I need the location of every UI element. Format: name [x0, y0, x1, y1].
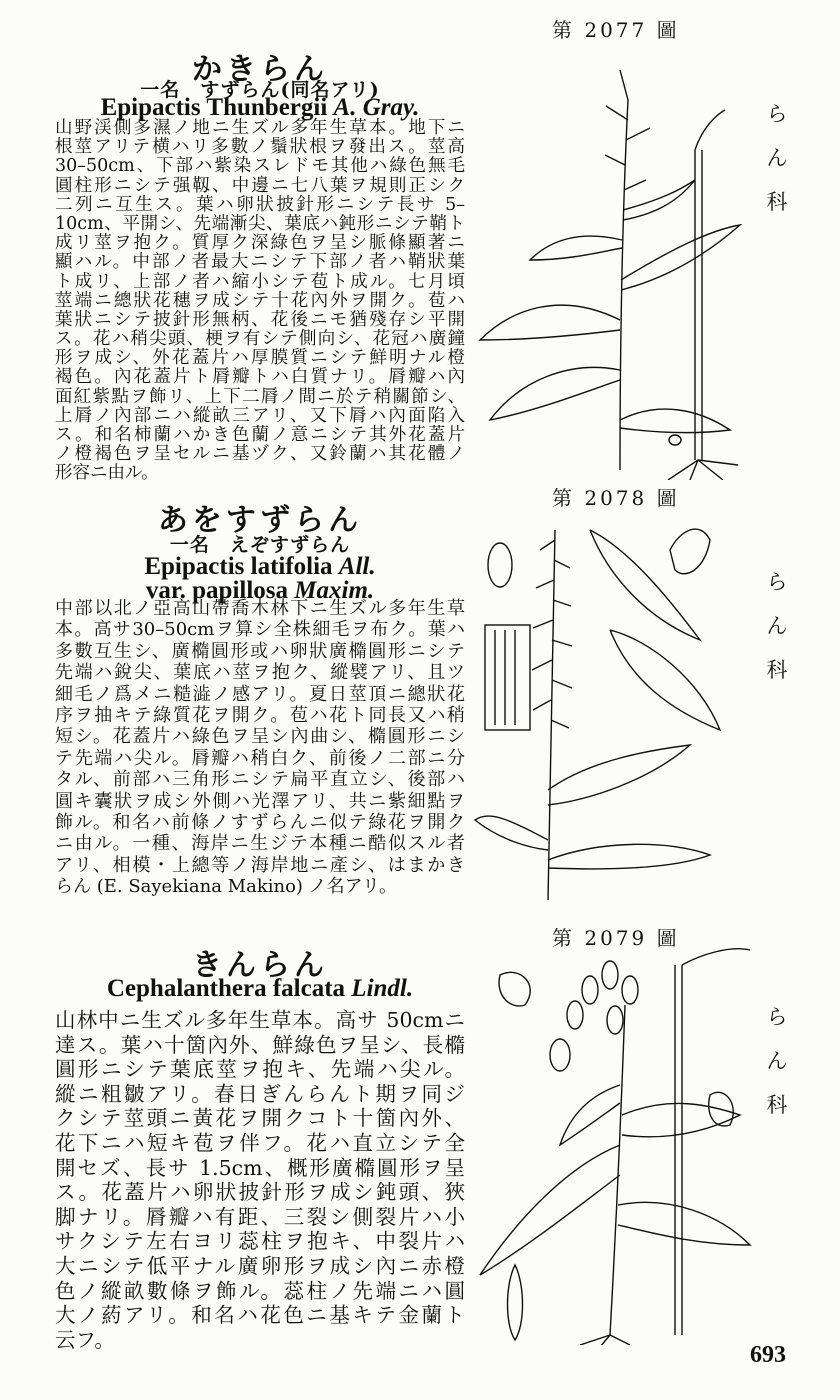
text-line: 中部以北ノ亞高山帶喬木林下ニ生ズル多年生草 [55, 598, 465, 619]
text-line: 多數互生シ、廣橢圓形或ハ卵狀廣橢圓形ニシテ [55, 640, 465, 662]
text-line: 達ス。葉ハ十箇內外、鮮綠色ヲ呈シ、長橢 [55, 1032, 465, 1057]
author: Maxim. [294, 577, 375, 604]
text-line: 花下ニハ短キ苞ヲ伴フ。花ハ直立シテ全 [55, 1130, 465, 1155]
text-line: 開セズ、長サ 1.5cm、概形廣橢圓形ヲ呈 [55, 1155, 465, 1180]
family-label [762, 560, 792, 692]
text-line: 大ニシテ低平ナル廣卵形ヲ成シ內ニ赤橙 [55, 1253, 465, 1278]
text-line: 10cm、平開シ、先端漸尖、葉底ハ鈍形ニシテ鞘ト [55, 213, 465, 234]
text-line: テ先端ハ尖ル。脣瓣ハ稍白ク、前後ノ二部ニ分 [55, 747, 465, 769]
entry-title: あをすずらん [157, 503, 363, 538]
text-line: タル、前部ハ三角形ニシテ扁平直立シ、後部ハ [55, 769, 465, 791]
figure-label: 第 2078 圖 [552, 486, 680, 510]
text-line: クシテ莖頭ニ黃花ヲ開クコト十箇內外、 [55, 1106, 465, 1131]
text-line: ス。花蓋片ハ卵狀披針形ヲ成シ鈍頭、狹 [55, 1180, 465, 1205]
figure-label: 第 2079 圖 [552, 926, 680, 950]
text-line: 30–50cm、下部ハ紫染スレドモ其他ハ綠色無毛 [55, 156, 465, 177]
family-char: ん [766, 614, 788, 638]
text-line: サクシテ左右ヨリ蕊柱ヲ抱キ、中裂片ハ [55, 1229, 465, 1254]
text-line: 葉狀ニシテ披針形無柄、花後ニモ猶殘存シ平開 [55, 309, 465, 330]
text-line: 成リ莖ヲ抱ク。質厚ク深綠色ヲ呈シ脈條顯著ニ [55, 233, 465, 254]
family-char: 科 [766, 658, 788, 682]
text-line: 褐色。內花蓋片ト脣瓣トハ白質ナリ。脣瓣ハ內 [55, 367, 465, 388]
text-line: 縱ニ粗皺アリ。春日ぎんらんト期ヲ同ジ [55, 1081, 465, 1106]
text-line: 圓形ニシテ葉底莖ヲ抱キ、先端ハ尖ル。 [55, 1057, 465, 1082]
family-char: ら [766, 570, 788, 594]
entry-description [55, 598, 465, 897]
text-line: 大ノ葯アリ。和名ハ花色ニ基キテ金蘭ト [55, 1303, 465, 1328]
entry-description [55, 1008, 465, 1352]
text-line: ス。和名柿蘭ハかき色蘭ノ意ニシテ其外花蓋片 [55, 425, 465, 445]
entry-alias: 一名 すずらん(同名アリ) [140, 79, 380, 101]
text-line: 面紅紫點ヲ飾リ、上下二脣ノ間ニ於テ稍關節シ、 [55, 386, 465, 407]
plant-illustration-2077 [470, 40, 760, 480]
family-char: 科 [766, 1093, 788, 1117]
author: All. [338, 553, 376, 580]
text-line: 本。高サ30–50cmヲ算シ全株細毛ヲ布ク。葉ハ [55, 619, 465, 641]
text-line: 形ヲ成シ、外花蓋片ハ厚膜質ニシテ鮮明ナル橙 [55, 348, 465, 369]
author: A. Gray. [333, 94, 420, 121]
text-line: ニ由ル。一種、海岸ニ生ジテ本種ニ酷似スル者 [55, 833, 465, 855]
text-line: 山野渓側多濕ノ地ニ生ズル多年生草本。地下ニ [55, 118, 465, 138]
text-line: 先端ハ銳尖、葉底ハ莖ヲ抱ク、縱襞アリ、且ツ [55, 662, 465, 684]
text-line: 上脣ノ內部ニハ縱畝三アリ、又下脣ハ內面陷入 [55, 405, 465, 426]
plant-illustration-2078 [470, 510, 760, 910]
text-line: 圓キ囊狀ヲ成シ外側ハ光澤アリ、共ニ紫細點ヲ [55, 790, 465, 812]
page-number: 693 [750, 1342, 786, 1368]
figure-label: 第 2077 圖 [552, 18, 680, 42]
family-char: ん [766, 1049, 788, 1073]
text-line: 色ノ縱畝數條ヲ飾ル。蕊柱ノ先端ニハ圓 [55, 1278, 465, 1303]
text-line: 序ヲ抽キテ綠質花ヲ開ク。苞ハ花ト同長又ハ稍 [55, 704, 465, 726]
entry-description [55, 119, 465, 484]
family-char: ら [766, 1005, 788, 1029]
text-line: らん (E. Sayekiana Makino) ノ名アリ。 [55, 876, 398, 898]
text-line: 飾ル。和名ハ前條ノすずらんニ似テ綠花ヲ開ク [55, 811, 465, 833]
entry-title: かきらん [192, 52, 328, 87]
family-label [762, 92, 792, 224]
family-char: ら [766, 102, 788, 126]
text-line: 顯ハル。中部ノ者最大ニシテ下部ノ者ハ鞘狀葉 [55, 252, 465, 273]
plant-illustration-2079 [470, 945, 760, 1345]
family-label [762, 995, 792, 1127]
latin-name: Epipactis latifolia [144, 553, 333, 580]
text-line: 山林中ニ生ズル多年生草本。高サ 50cmニ [55, 1008, 465, 1032]
text-line: 莖端ニ總狀花穗ヲ成シテ十花內外ヲ開ク。苞ハ [55, 290, 465, 311]
family-char: ん [766, 146, 788, 170]
text-line: 圓柱形ニシテ强靱、中邊ニ七八葉ヲ規則正シク [55, 175, 465, 196]
text-line: 二列ニ互生ス。葉ハ卵狀披針形ニシテ長サ 5– [55, 194, 465, 215]
text-line: 云フ。 [55, 1327, 115, 1352]
latin-name: Epipactis Thunbergii [100, 94, 328, 121]
text-line: アリ、相模・上總等ノ海岸地ニ產シ、はまかき [55, 854, 465, 876]
family-char: 科 [766, 190, 788, 214]
latin-name: Cephalanthera falcata [106, 975, 346, 1002]
entry-title: きんらん [192, 948, 328, 983]
text-line: 形容ニ由ル。 [55, 463, 159, 484]
text-line: 根莖アリテ横ハリ多數ノ鬚狀根ヲ發出ス。莖高 [55, 137, 465, 158]
text-line: 細毛ノ爲メニ糙澁ノ感アリ。夏日莖頂ニ總狀花 [55, 683, 465, 705]
text-line: 脚ナリ。脣瓣ハ有距、三裂シ側裂片ハ小 [55, 1204, 465, 1229]
author: Lindl. [351, 975, 414, 1002]
text-line: ス。花ハ稍尖頭、梗ヲ有シテ側向シ、花冠ハ廣鐘 [55, 329, 465, 350]
scientific-name [55, 975, 465, 1003]
text-line: ト成リ、上部ノ者ハ縮小シテ苞ト成ル。七月頃 [55, 271, 465, 292]
variety-name: var. papillosa [145, 577, 289, 604]
text-line: ノ橙褐色ヲ呈セルニ基ヅク、又鈴蘭ハ其花體ノ [55, 444, 465, 465]
entry-alias: 一名 えぞすずらん [169, 534, 351, 556]
text-line: 短シ。花蓋片ハ綠色ヲ呈シ內曲シ、橢圓形ニシ [55, 726, 465, 748]
